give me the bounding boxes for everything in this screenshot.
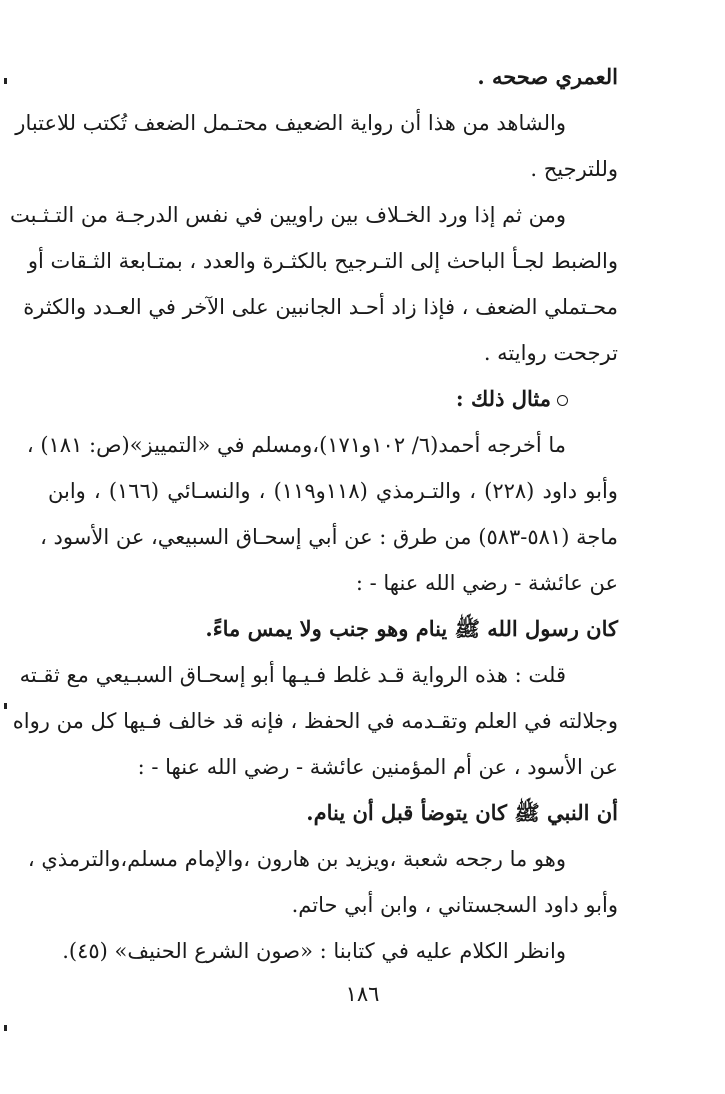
text-line-10: وأبو داود (٢٢٨) ، والتـرمذي (١١٨و١١٩) ، والنسـائي (١٦٦) ، وابن	[48, 479, 618, 503]
text-line-2: والشاهد من هذا أن رواية الضعيف محتـمل الضعف تُكتب للاعتبار	[15, 111, 566, 135]
text-line-14: قلت : هذه الرواية قـد غلط فـيـها أبو إسحـاق السبـيعي مع ثقـته	[19, 663, 566, 687]
text-line-12: عن عائشة - رضي الله عنها - :	[355, 571, 618, 595]
text-line-19: وأبو داود السجستاني ، وابن أبي حاتم.	[291, 893, 618, 917]
text-line-11: ماجة (٥٨١-٥٨٣) من طرق : عن أبي إسحـاق السبيعي، عن الأسود ،	[40, 525, 618, 549]
page-body	[10, 58, 618, 963]
text-line-20: وانظر الكلام عليه في كتابنا : «صون الشرع الحنيف» (٤٥).	[62, 939, 566, 963]
text-line-4: ومن ثم إذا ورد الخـلاف بين راويين في نفس الدرجـة من التـثـبت	[10, 203, 566, 227]
text-line-18: وهو ما رجحه شعبة ،ويزيد بن هارون ،والإمام مسلم،والترمذي ،	[27, 847, 566, 871]
hadith-quote-2: أن النبي ﷺ كان يتوضأ قبل أن ينام.	[306, 800, 618, 825]
text-line-15: وجلالته في العلم وتقـدمه في الحفظ ، فإنه قد خالف فـيها كل من رواه	[12, 709, 618, 733]
page-number: ١٨٦	[345, 982, 380, 1006]
text-line-1: العمري صححه .	[477, 64, 618, 89]
scan-edge-mark-middle	[4, 703, 7, 709]
circle-bullet-icon	[557, 395, 568, 406]
text-line-9: ما أخرجه أحمد(٦/ ١٠٢و١٧١)،ومسلم في «التمييز»(ص: ١٨١) ،	[26, 433, 566, 457]
text-line-3: وللترجيح .	[530, 157, 618, 181]
text-line-16: عن الأسود ، عن أم المؤمنين عائشة - رضي الله عنها - :	[137, 755, 618, 779]
text-line-7: ترجحت روايته .	[483, 341, 618, 365]
scan-edge-mark-top	[4, 78, 7, 84]
section-heading	[456, 380, 568, 418]
scan-edge-mark-bottom	[4, 1025, 7, 1031]
section-heading-label: مثال ذلك :	[455, 386, 551, 411]
text-line-6: محـتملي الضعف ، فإذا زاد أحـد الجانبين على الآخر في العـدد والكثرة	[23, 295, 618, 319]
text-line-5: والضبط لجـأ الباحث إلى التـرجيح بالكثـرة والعدد ، بمتـابعة الثـقات أو	[27, 249, 618, 273]
hadith-quote-1: كان رسول الله ﷺ ينام وهو جنب ولا يمس ماءً.	[205, 616, 618, 641]
